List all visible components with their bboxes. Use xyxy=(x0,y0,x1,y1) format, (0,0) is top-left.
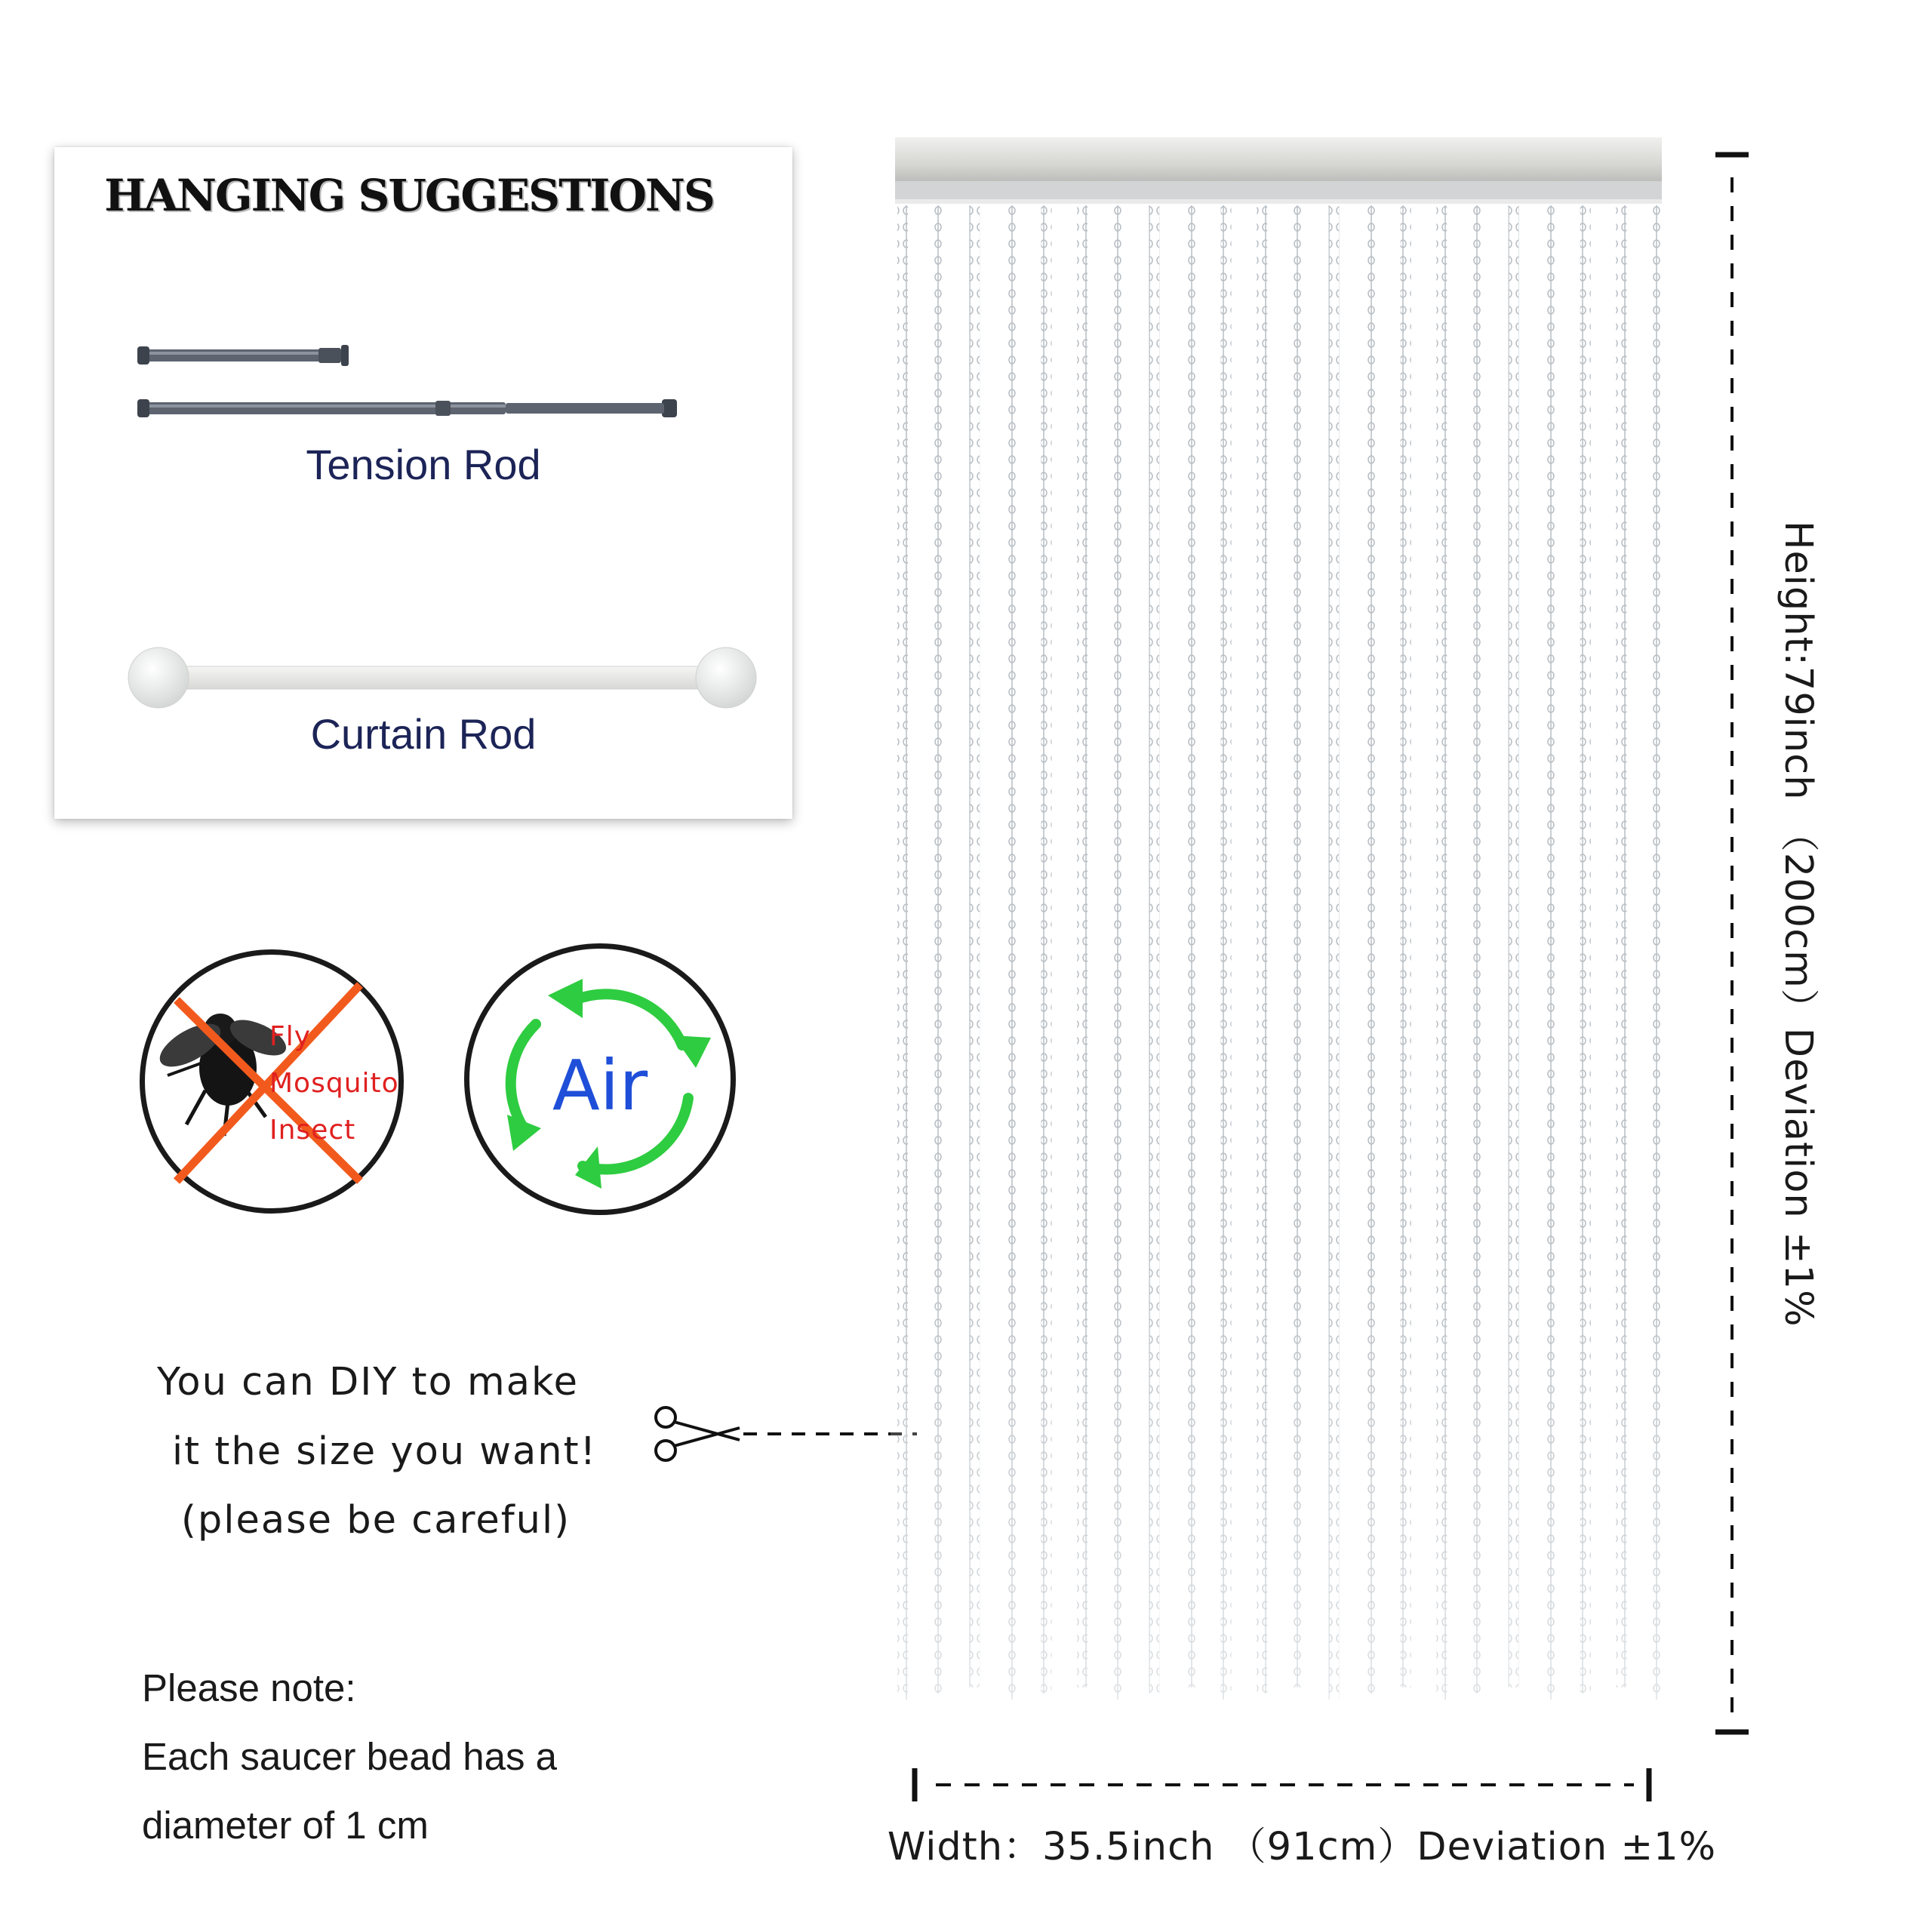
tension-rod-long xyxy=(137,399,677,417)
note-line-2: Each saucer bead has a xyxy=(142,1735,558,1778)
note-line-3: diameter of 1 cm xyxy=(142,1804,429,1847)
curtain-rod-label: Curtain Rod xyxy=(310,710,537,758)
diy-line-1: You can DIY to make xyxy=(157,1360,580,1404)
note-heading: Please note: xyxy=(142,1666,356,1709)
height-label: Height:79inch （200cm）Deviation ±1% xyxy=(1776,521,1820,1327)
curtain-rod xyxy=(128,648,756,708)
pest-fly: Fly xyxy=(269,1021,312,1052)
width-label: Width：35.5inch （91cm）Deviation ±1% xyxy=(887,1825,1717,1869)
air-circulation-badge xyxy=(464,943,736,1215)
tension-rod-short xyxy=(137,345,349,366)
pest-mosquito: Mosquito xyxy=(269,1068,399,1099)
air-label: Air xyxy=(552,1045,648,1126)
hanging-suggestions-card xyxy=(54,147,792,819)
diy-line-3: (please be careful) xyxy=(181,1498,571,1543)
pest-insect: Insect xyxy=(269,1115,356,1146)
scissors-icon xyxy=(656,1407,740,1460)
string-curtain-illustration xyxy=(891,136,1668,1713)
curtain-header-band xyxy=(895,137,1662,181)
width-dimension-line xyxy=(906,1762,1660,1807)
height-dimension-line xyxy=(1709,147,1755,1747)
diy-line-2: it the size you want! xyxy=(172,1429,598,1474)
scissors-cut-line xyxy=(649,1404,921,1464)
tension-rod-label: Tension Rod xyxy=(306,441,541,488)
hanging-suggestions-title: HANGING SUGGESTIONS xyxy=(104,170,714,221)
no-insects-badge xyxy=(140,949,404,1214)
